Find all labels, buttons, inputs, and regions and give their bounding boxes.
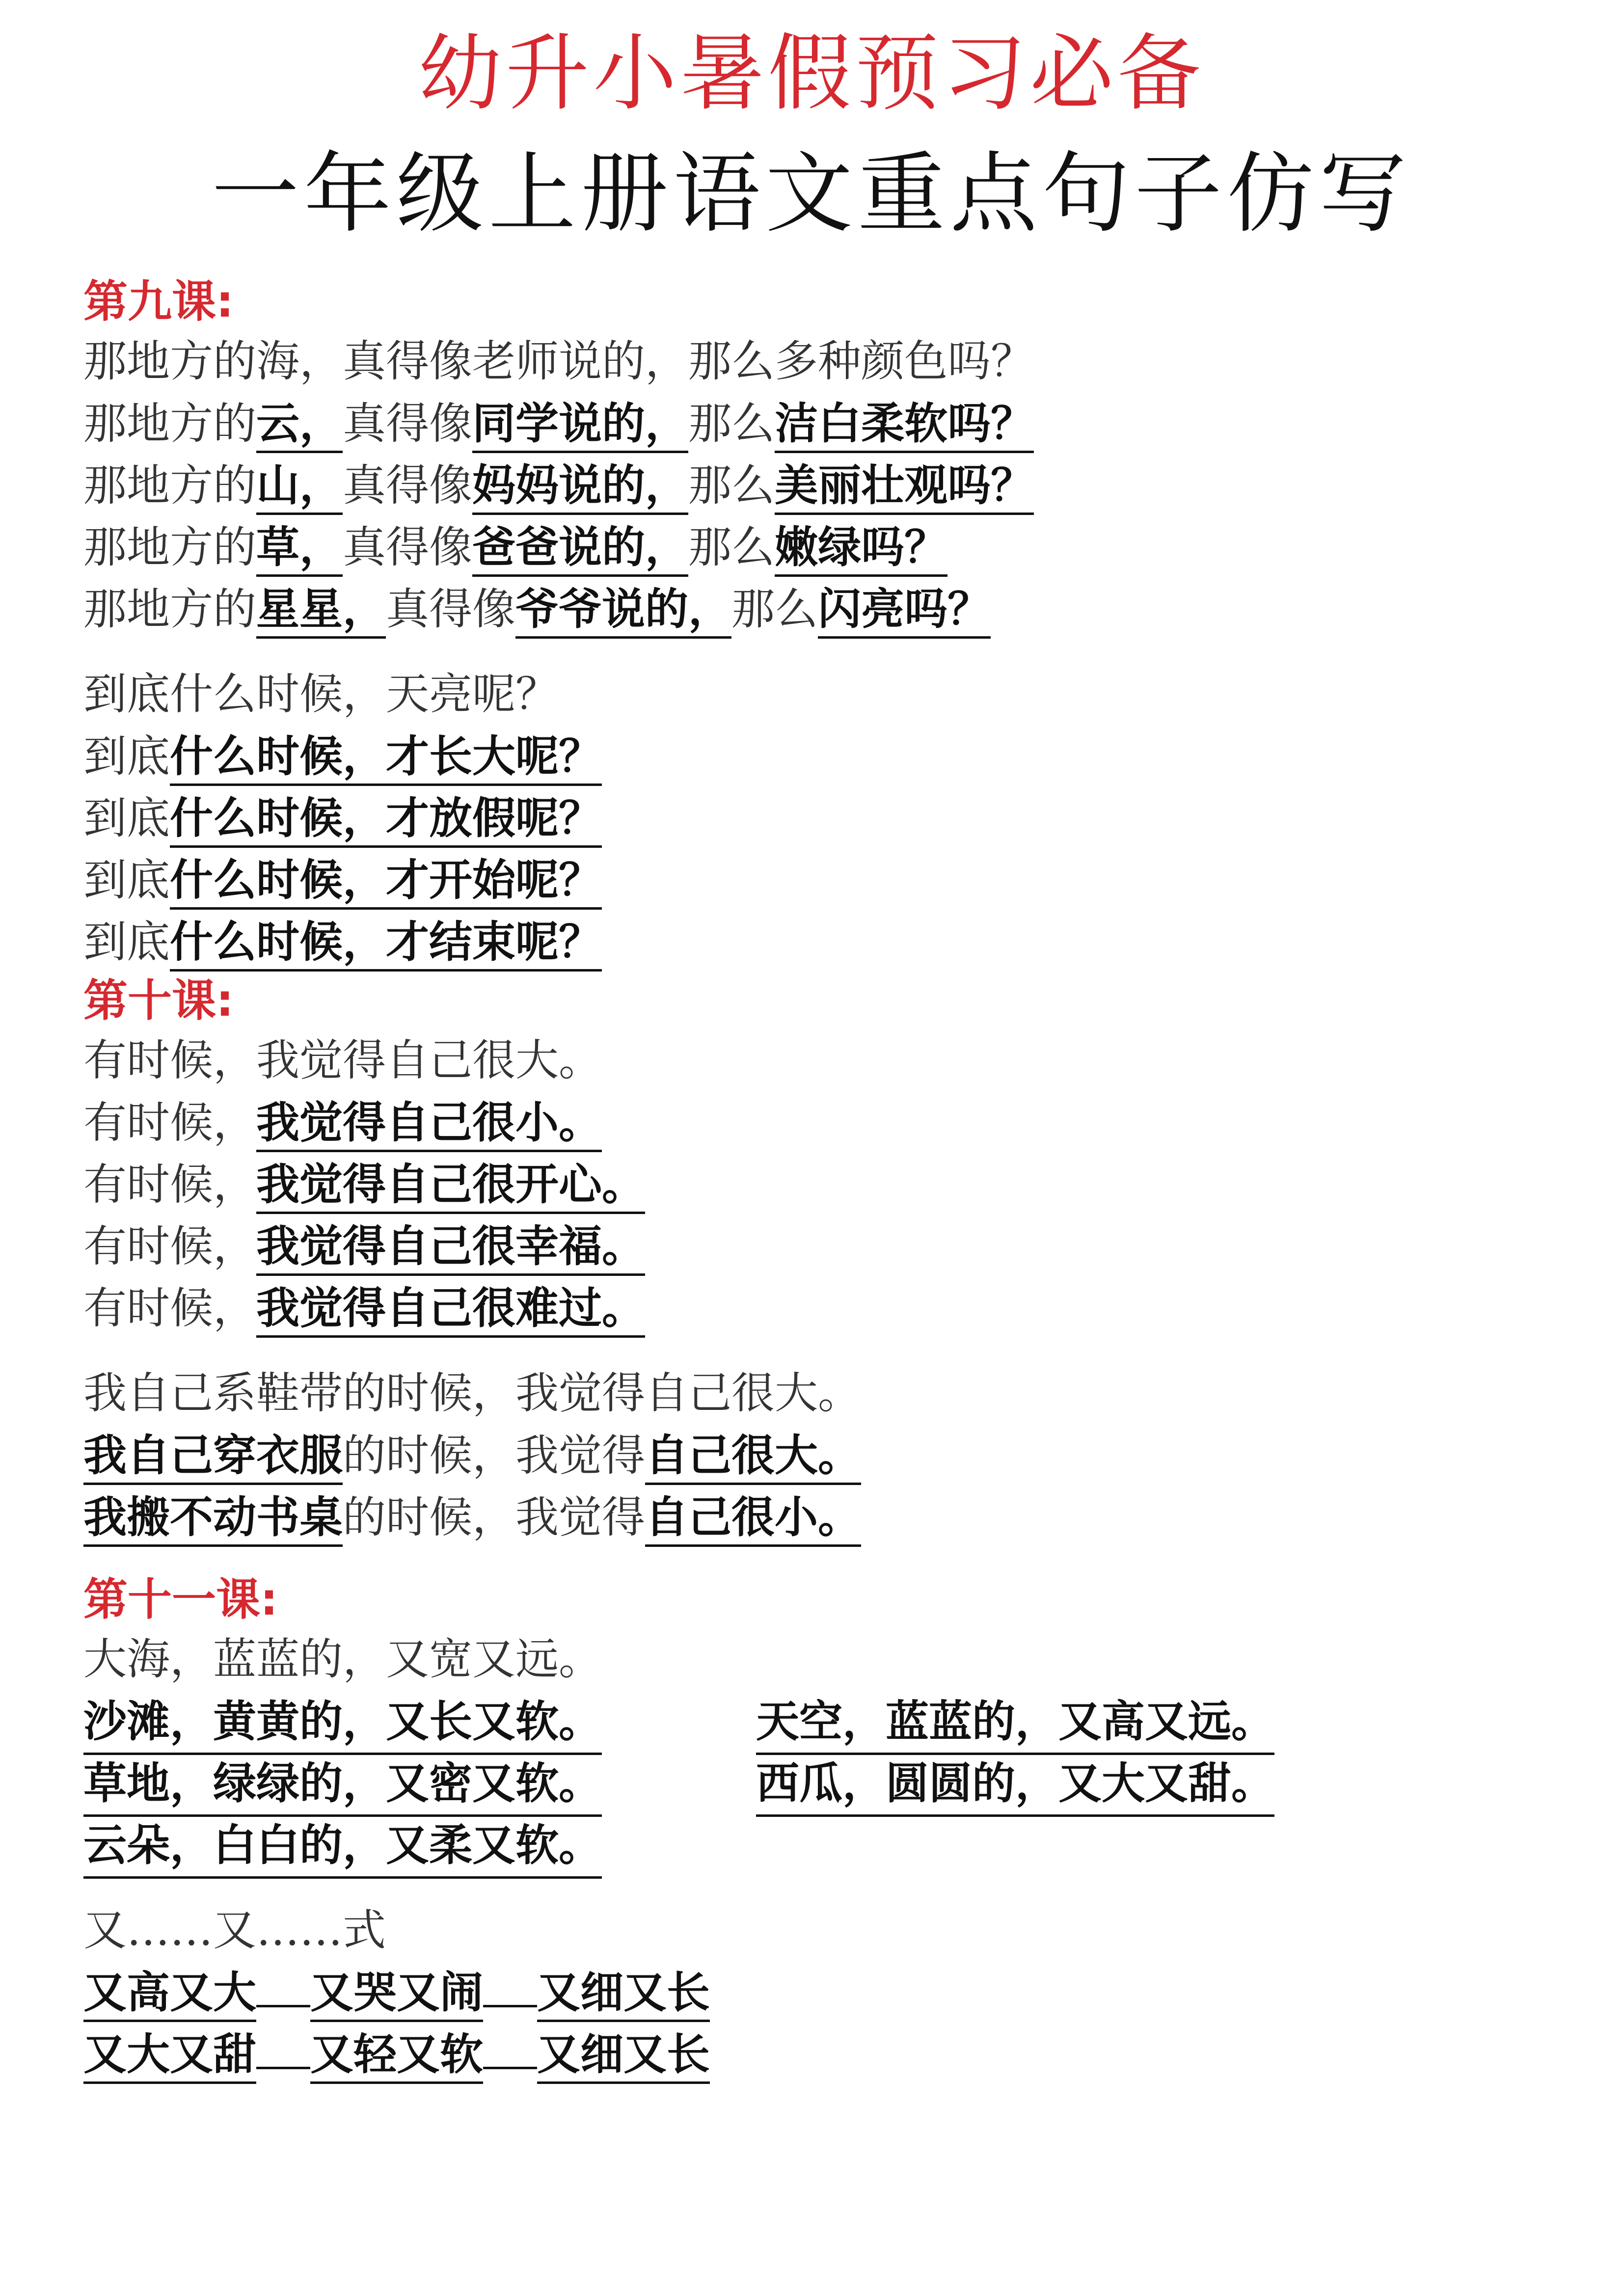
filled-answer: 洁白柔软吗？ xyxy=(775,398,1034,453)
prompt-text: 到底 xyxy=(83,793,170,843)
practice-sentence xyxy=(83,1426,1556,1487)
filled-answer: 我觉得自己很小。 xyxy=(256,1097,602,1152)
filled-word: 又细又长 xyxy=(537,1967,710,2022)
prompt-text: 那么 xyxy=(731,584,818,634)
filled-word: 又大又甜 xyxy=(83,2028,256,2084)
example-sentence: 到底什么时候，天亮呢？ xyxy=(83,669,559,719)
filled-answer: 什么时候，才放假呢？ xyxy=(170,792,602,848)
pattern-label: 又……又……式 xyxy=(83,1905,386,1955)
filled-word: 又高又大 xyxy=(83,1967,256,2022)
filled-answer: 妈妈说的， xyxy=(472,459,688,515)
practice-row xyxy=(83,1754,1556,1815)
practice-sentence xyxy=(83,1216,1556,1278)
filled-answer: 什么时候，才长大呢？ xyxy=(170,730,602,786)
practice-sentence xyxy=(83,1487,1556,1549)
practice-sentence xyxy=(83,1278,1556,1340)
filled-answer: 我觉得自己很难过。 xyxy=(256,1282,645,1338)
practice-sentence xyxy=(83,1093,1556,1155)
prompt-text: 那么 xyxy=(688,522,775,572)
filled-answer: 什么时候，才开始呢？ xyxy=(170,854,602,910)
filled-answer: 美丽壮观吗？ xyxy=(775,459,1034,515)
filled-word: 又哭又闹 xyxy=(310,1967,483,2022)
practice-sentence xyxy=(83,912,1556,974)
prompt-text: 那地方的 xyxy=(83,584,257,634)
prompt-text: 有时候， xyxy=(83,1283,257,1333)
filled-answer: 爷爷说的， xyxy=(515,583,731,639)
page-title: 幼升小暑假预习必备 xyxy=(418,25,1205,122)
filled-answer: 嫩绿吗？ xyxy=(775,521,947,577)
prompt-text: 那地方的 xyxy=(83,522,257,572)
filled-answer: 天空，蓝蓝的，又高又远。 xyxy=(756,1692,1274,1755)
practice-sentence xyxy=(83,579,1556,641)
lesson-9-heading: 第九课: xyxy=(83,276,234,327)
spacer xyxy=(83,641,1556,665)
lesson-10-heading: 第十课: xyxy=(83,975,234,1026)
practice-sentence xyxy=(83,517,1556,579)
filled-answer: 星星， xyxy=(256,583,386,639)
underline-gap xyxy=(483,2004,537,2007)
practice-row xyxy=(83,1692,1556,1754)
page-subtitle: 一年级上册语文重点句子仿写 xyxy=(212,143,1411,244)
spacer xyxy=(83,1877,1556,1901)
prompt-text: 到底 xyxy=(83,855,170,905)
worksheet-content xyxy=(83,275,1556,2086)
prompt-text: 有时候， xyxy=(83,1097,257,1148)
filled-answer: 自己很小。 xyxy=(645,1491,861,1547)
spacer xyxy=(83,1340,1556,1364)
practice-sentence xyxy=(83,394,1556,456)
practice-row xyxy=(83,1815,1556,1877)
filled-answer: 云朵，白白的，又柔又软。 xyxy=(83,1815,602,1879)
practice-sentence xyxy=(83,456,1556,517)
practice-sentence xyxy=(83,788,1556,850)
prompt-text: 有时候， xyxy=(83,1221,257,1271)
filled-answer: 我觉得自己很开心。 xyxy=(256,1159,645,1214)
filled-answer: 自己很大。 xyxy=(645,1430,861,1485)
filled-answer: 山， xyxy=(256,459,343,515)
filled-answer: 同学说的， xyxy=(472,398,688,453)
word-row xyxy=(83,2025,1556,2086)
underline-gap xyxy=(256,2004,310,2007)
prompt-text: 到底 xyxy=(83,731,170,782)
practice-sentence xyxy=(83,1155,1556,1216)
underline-gap xyxy=(256,2066,310,2069)
prompt-text: 真得像 xyxy=(343,522,473,572)
lesson-11-heading: 第十一课: xyxy=(83,1574,278,1625)
practice-sentence xyxy=(83,727,1556,788)
word-row xyxy=(83,1963,1556,2025)
filled-word: 又细又长 xyxy=(537,2028,710,2084)
filled-answer: 什么时候，才结束呢？ xyxy=(170,916,602,972)
filled-answer: 草， xyxy=(256,521,343,577)
prompt-text: 那地方的 xyxy=(83,460,257,511)
example-sentence: 我自己系鞋带的时候，我觉得自己很大。 xyxy=(83,1368,862,1418)
example-sentence: 大海，蓝蓝的，又宽又远。 xyxy=(83,1634,602,1684)
prompt-text: 那地方的 xyxy=(83,398,257,449)
filled-word: 又轻又软 xyxy=(310,2028,483,2084)
spacer xyxy=(83,1549,1556,1573)
example-sentence: 有时候，我觉得自己很大。 xyxy=(83,1035,602,1085)
prompt-text: 那么 xyxy=(688,398,775,449)
filled-answer: 沙滩，黄黄的，又长又软。 xyxy=(83,1692,602,1755)
prompt-text: 有时候， xyxy=(83,1159,257,1210)
prompt-text: 的时候，我觉得 xyxy=(343,1492,646,1542)
prompt-text: 那么 xyxy=(688,460,775,511)
filled-answer: 闪亮吗？ xyxy=(818,583,991,639)
prompt-text: 的时候，我觉得 xyxy=(343,1430,646,1481)
filled-answer: 我搬不动书桌 xyxy=(83,1491,343,1547)
filled-answer: 云， xyxy=(256,398,343,453)
prompt-text: 真得像 xyxy=(386,584,516,634)
filled-answer: 草地，绿绿的，又密又软。 xyxy=(83,1754,602,1817)
filled-answer: 爸爸说的， xyxy=(472,521,688,577)
filled-answer: 西瓜，圆圆的，又大又甜。 xyxy=(756,1754,1274,1817)
example-sentence: 那地方的海，真得像老师说的，那么多种颜色吗？ xyxy=(83,336,1034,386)
prompt-text: 真得像 xyxy=(343,460,473,511)
prompt-text: 到底 xyxy=(83,917,170,967)
practice-sentence xyxy=(83,850,1556,912)
filled-answer: 我自己穿衣服 xyxy=(83,1430,343,1485)
underline-gap xyxy=(483,2066,537,2069)
prompt-text: 真得像 xyxy=(343,398,473,449)
filled-answer: 我觉得自己很幸福。 xyxy=(256,1220,645,1276)
